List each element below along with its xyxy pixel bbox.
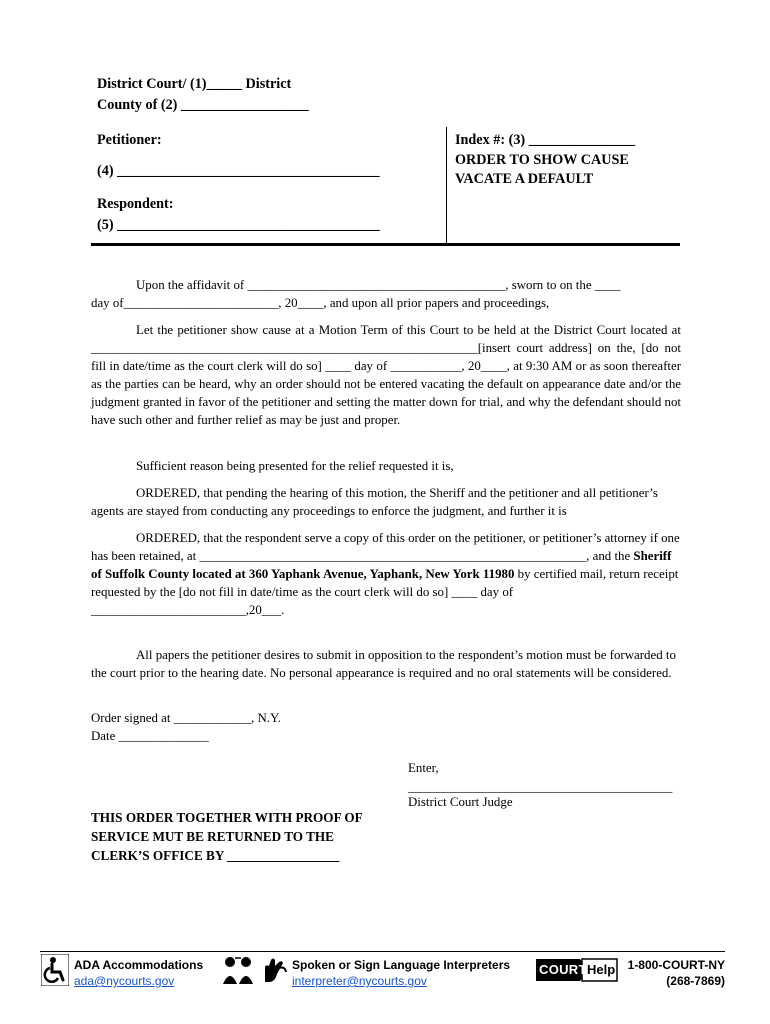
interpreter-block bbox=[292, 957, 510, 989]
date-line: Date ______________ bbox=[91, 729, 209, 743]
return-notice-line-3: CLERK’S OFFICE BY _________________ bbox=[91, 848, 340, 863]
ordered-serve-part-2: by certified mail, return receipt requested by the [do not fill in date/time as the court clerk will do so] ____ day of ________________________,20___. bbox=[91, 567, 679, 617]
petitioner-field: (4) _____________________________________ bbox=[97, 163, 380, 179]
judge-label: District Court Judge bbox=[408, 795, 513, 809]
paragraph-affidavit bbox=[91, 276, 681, 312]
ordered-serve-part-1: ORDERED, that the respondent serve a copy of this order on the petitioner, or petitioner’s attorney if one has been retained, at ____________________________________________________________, and the bbox=[91, 531, 680, 563]
ada-title: ADA Accommodations bbox=[74, 958, 204, 972]
interpreter-email-link[interactable]: interpreter@nycourts.gov bbox=[292, 974, 427, 988]
paragraph-ordered-serve bbox=[91, 529, 681, 619]
caption-divider-vertical bbox=[446, 127, 447, 244]
opposition-text: All papers the petitioner desires to submit in opposition to the respondent’s motion must be forwarded to the court prior to the hearing date. No personal appearance is required and no oral statements will be considered. bbox=[91, 648, 676, 680]
return-notice-line-2: SERVICE MUT BE RETURNED TO THE bbox=[91, 829, 334, 844]
paragraph-ordered-stay bbox=[91, 484, 681, 520]
ada-block bbox=[74, 957, 203, 989]
signed-line: Order signed at ____________, N.Y. bbox=[91, 711, 281, 725]
ada-email-link[interactable]: ada@nycourts.gov bbox=[74, 974, 175, 988]
ordered-serve-text bbox=[91, 529, 681, 619]
caption-divider-horizontal bbox=[91, 243, 680, 246]
paragraph-opposition bbox=[91, 646, 681, 682]
judge-signature-line: _________________________________________ bbox=[408, 780, 673, 794]
show-cause-text: Let the petitioner show cause at a Motion Term of this Court to be held at the District Court located at ____________________________________________________________[insert court address] on the, [do not fill in date/time as the court clerk will do so] ____ day of ___________, 20____, at 9:30 AM or as soon thereafter as the parties can be heard, why an order should not be entered vacating the default on appearance date and/or the judgment granted in favor of the petitioner and setting the matter down for trial, and why the defendant should not have such other and further relief as may be just and proper. bbox=[91, 323, 681, 427]
sufficient-reason-text: Sufficient reason being presented for the relief requested it is, bbox=[136, 459, 454, 473]
court-line: District Court/ (1)_____ District bbox=[97, 76, 292, 92]
wheelchair-icon bbox=[40, 953, 70, 987]
enter-label: Enter, bbox=[408, 761, 439, 775]
paragraph-sufficient-reason bbox=[91, 457, 681, 475]
logo-help-text: Help bbox=[587, 962, 616, 977]
courthelp-logo bbox=[536, 957, 618, 983]
county-line: County of (2) __________________ bbox=[97, 97, 309, 113]
ordered-stay-text: ORDERED, that pending the hearing of this motion, the Sheriff and the petitioner and all petitioner’s agents are stayed from conducting any proceedings to enforce the judgment, and further it is bbox=[91, 486, 658, 518]
respondent-label: Respondent: bbox=[97, 196, 174, 212]
phone-block bbox=[620, 957, 725, 989]
respondent-field: (5) _____________________________________ bbox=[97, 217, 380, 233]
document-title-line-2: VACATE A DEFAULT bbox=[455, 171, 594, 187]
logo-court-text: COURT bbox=[539, 962, 587, 977]
return-notice-line-1: THIS ORDER TOGETHER WITH PROOF OF bbox=[91, 810, 363, 825]
phone-digits: (268-7869) bbox=[666, 974, 725, 988]
affidavit-line-2: day of________________________, 20____, and upon all prior papers and proceedings, bbox=[91, 296, 550, 310]
return-notice bbox=[91, 808, 363, 865]
phone-number: 1-800-COURT-NY bbox=[627, 958, 725, 972]
index-line: Index #: (3) _______________ bbox=[455, 132, 636, 148]
interpreter-title: Spoken or Sign Language Interpreters bbox=[292, 958, 511, 972]
footer-rule bbox=[40, 951, 725, 952]
interpreter-icon bbox=[220, 953, 256, 987]
sign-language-icon bbox=[258, 953, 290, 987]
paragraph-show-cause bbox=[91, 321, 681, 429]
affidavit-line-1: Upon the affidavit of ________________________________________, sworn to on the ____ bbox=[136, 278, 621, 292]
document-title-line-1: ORDER TO SHOW CAUSE bbox=[455, 152, 629, 168]
petitioner-label: Petitioner: bbox=[97, 132, 162, 148]
sheriff-address: Sheriff of Suffolk County located at 360 Yaphank Avenue, Yaphank, New York 11980 bbox=[91, 549, 672, 581]
